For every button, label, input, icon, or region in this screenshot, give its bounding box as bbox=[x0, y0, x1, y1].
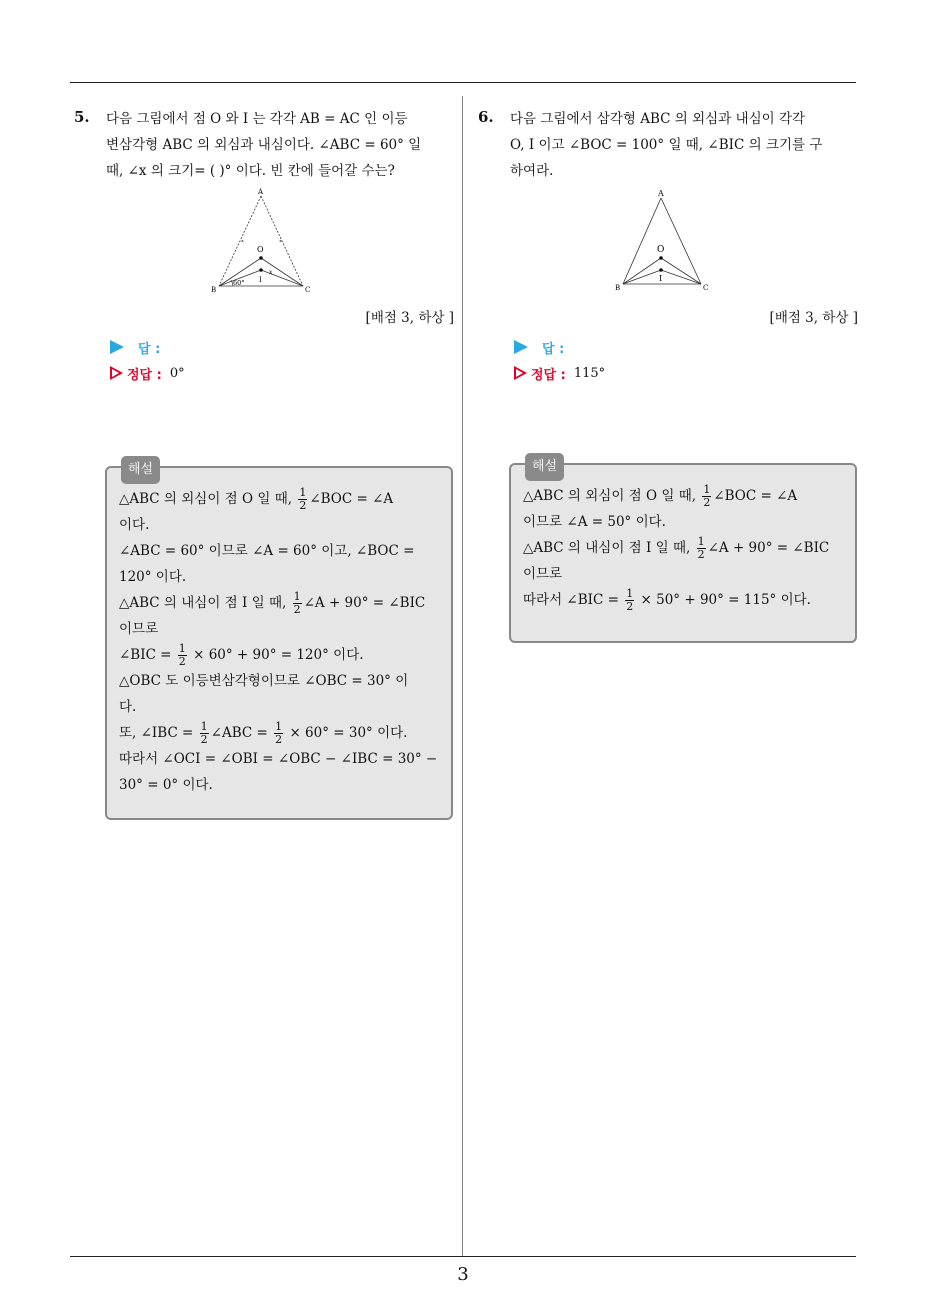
solution-line: 이므로 bbox=[523, 566, 563, 582]
solution-tag: 해설 bbox=[525, 453, 564, 481]
solution-tag: 해설 bbox=[121, 456, 160, 484]
answer-label: 답 : bbox=[542, 341, 565, 357]
solution-box-6 bbox=[509, 459, 857, 643]
answer-row bbox=[110, 336, 454, 358]
solution-line bbox=[523, 587, 843, 613]
solution-text: ∠A + 90° = ∠BIC bbox=[707, 540, 830, 556]
fraction: $\frac{1}{2}$ bbox=[293, 590, 301, 616]
solution-line bbox=[119, 486, 439, 512]
answer-row bbox=[514, 336, 858, 358]
solution-line: 30° = 0° 이다. bbox=[119, 777, 213, 793]
problem-text-line: 때, ∠x 의 크기= ( )° 이다. 빈 칸에 들어갈 수는? bbox=[106, 163, 395, 179]
problem-text bbox=[106, 106, 454, 184]
solution-box-5 bbox=[105, 462, 453, 820]
solution-line: △OBC 도 이등변삼각형이므로 ∠OBC = 30° 이 bbox=[119, 673, 409, 689]
vertex-label-b: B bbox=[615, 284, 621, 292]
angle-x-label: x bbox=[269, 269, 273, 276]
angle-label: 60° bbox=[233, 279, 245, 287]
key-row bbox=[514, 362, 858, 384]
footer-rule bbox=[70, 1256, 856, 1257]
key-label: 정답 : bbox=[531, 367, 566, 383]
solution-line: 이다. bbox=[119, 517, 150, 533]
triangle-figure bbox=[478, 188, 858, 300]
problem-text bbox=[510, 106, 858, 184]
solution-text: × 60° = 30° 이다. bbox=[289, 725, 408, 741]
svg-text:∘: ∘ bbox=[279, 238, 282, 245]
circumcenter-label: O bbox=[657, 245, 665, 255]
column-divider bbox=[462, 96, 463, 1256]
fraction: $\frac{1}{2}$ bbox=[703, 483, 711, 509]
circumcenter-label: O bbox=[257, 245, 264, 254]
vertex-label-a: A bbox=[658, 189, 664, 198]
vertex-label-c: C bbox=[305, 286, 311, 294]
vertex-label-b: B bbox=[211, 286, 217, 294]
solution-line: 이므로 ∠A = 50° 이다. bbox=[523, 514, 666, 530]
solution-text: ∠A + 90° = ∠BIC bbox=[303, 595, 426, 611]
solution-line bbox=[119, 642, 439, 668]
problem-text-line: 다음 그림에서 삼각형 ABC 의 외심과 내심이 각각 bbox=[510, 111, 806, 127]
solution-line: 다. bbox=[119, 699, 137, 715]
score-note: [배점 3, 하상 ] bbox=[365, 310, 454, 326]
solution-line: 따라서 ∠OCI = ∠OBI = ∠OBC − ∠IBC = 30° − bbox=[119, 751, 438, 767]
fraction: $\frac{1}{2}$ bbox=[178, 642, 186, 668]
problem-text-line: 다음 그림에서 점 O 와 I 는 각각 AB = AC 인 이등 bbox=[106, 111, 408, 127]
solution-text: 따라서 ∠BIC = bbox=[523, 592, 619, 608]
solution-text: × 60° + 90° = 120° 이다. bbox=[193, 647, 364, 663]
key-value: 115° bbox=[573, 365, 606, 381]
vertex-label-a: A bbox=[258, 188, 264, 196]
solution-line: ∠ABC = 60° 이므로 ∠A = 60° 이고, ∠BOC = bbox=[119, 543, 415, 559]
problem-number: 5. bbox=[74, 108, 90, 126]
fraction: $\frac{1}{2}$ bbox=[200, 720, 208, 746]
solution-text: △ABC 의 외심이 점 O 일 때, bbox=[119, 491, 293, 507]
solution-text: ∠BIC = bbox=[119, 647, 172, 663]
header-rule bbox=[70, 82, 856, 83]
key-row bbox=[110, 362, 454, 384]
incenter-label: I bbox=[259, 276, 262, 284]
problem-text-line: 변삼각형 ABC 의 외심과 내심이다. ∠ABC = 60° 일 bbox=[106, 137, 422, 153]
problem-text-line: O, I 이고 ∠BOC = 100° 일 때, ∠BIC 의 크기를 구 bbox=[510, 137, 823, 153]
svg-text:∘: ∘ bbox=[241, 238, 244, 245]
solution-text: △ABC 의 내심이 점 I 일 때, bbox=[523, 540, 691, 556]
solution-text: ∠ABC = bbox=[210, 725, 268, 741]
solution-text: ∠BOC = ∠A bbox=[713, 488, 798, 504]
answer-label: 답 : bbox=[138, 341, 161, 357]
problem-6 bbox=[478, 106, 858, 384]
outline-arrow-icon bbox=[110, 366, 123, 380]
solution-text: × 50° + 90° = 115° 이다. bbox=[640, 592, 811, 608]
solution-text: ∠BOC = ∠A bbox=[309, 491, 394, 507]
fraction: $\frac{1}{2}$ bbox=[299, 486, 307, 512]
solution-line bbox=[523, 483, 843, 509]
outline-arrow-icon bbox=[514, 366, 527, 380]
incenter-label: I bbox=[659, 274, 663, 283]
fraction: $\frac{1}{2}$ bbox=[626, 587, 634, 613]
page-number: 3 bbox=[457, 1264, 469, 1285]
solution-line bbox=[119, 590, 439, 616]
problem-text-line: 하여라. bbox=[510, 163, 554, 179]
play-arrow-icon bbox=[514, 340, 528, 354]
score-note: [배점 3, 하상 ] bbox=[769, 310, 858, 326]
vertex-label-c: C bbox=[703, 284, 709, 292]
problem-number: 6. bbox=[478, 108, 494, 126]
fraction: $\frac{1}{2}$ bbox=[697, 535, 705, 561]
solution-text: △ABC 의 내심이 점 I 일 때, bbox=[119, 595, 287, 611]
solution-text: 또, ∠IBC = bbox=[119, 725, 194, 741]
solution-line: 이므로 bbox=[119, 621, 159, 637]
solution-line bbox=[523, 535, 843, 561]
solution-line bbox=[119, 720, 439, 746]
play-arrow-icon bbox=[110, 340, 124, 354]
key-value: 0° bbox=[169, 365, 185, 381]
fraction: $\frac{1}{2}$ bbox=[275, 720, 283, 746]
solution-line: 120° 이다. bbox=[119, 569, 187, 585]
solution-text: △ABC 의 외심이 점 O 일 때, bbox=[523, 488, 697, 504]
problem-5 bbox=[74, 106, 454, 384]
key-label: 정답 : bbox=[127, 367, 162, 383]
triangle-figure bbox=[74, 188, 454, 300]
